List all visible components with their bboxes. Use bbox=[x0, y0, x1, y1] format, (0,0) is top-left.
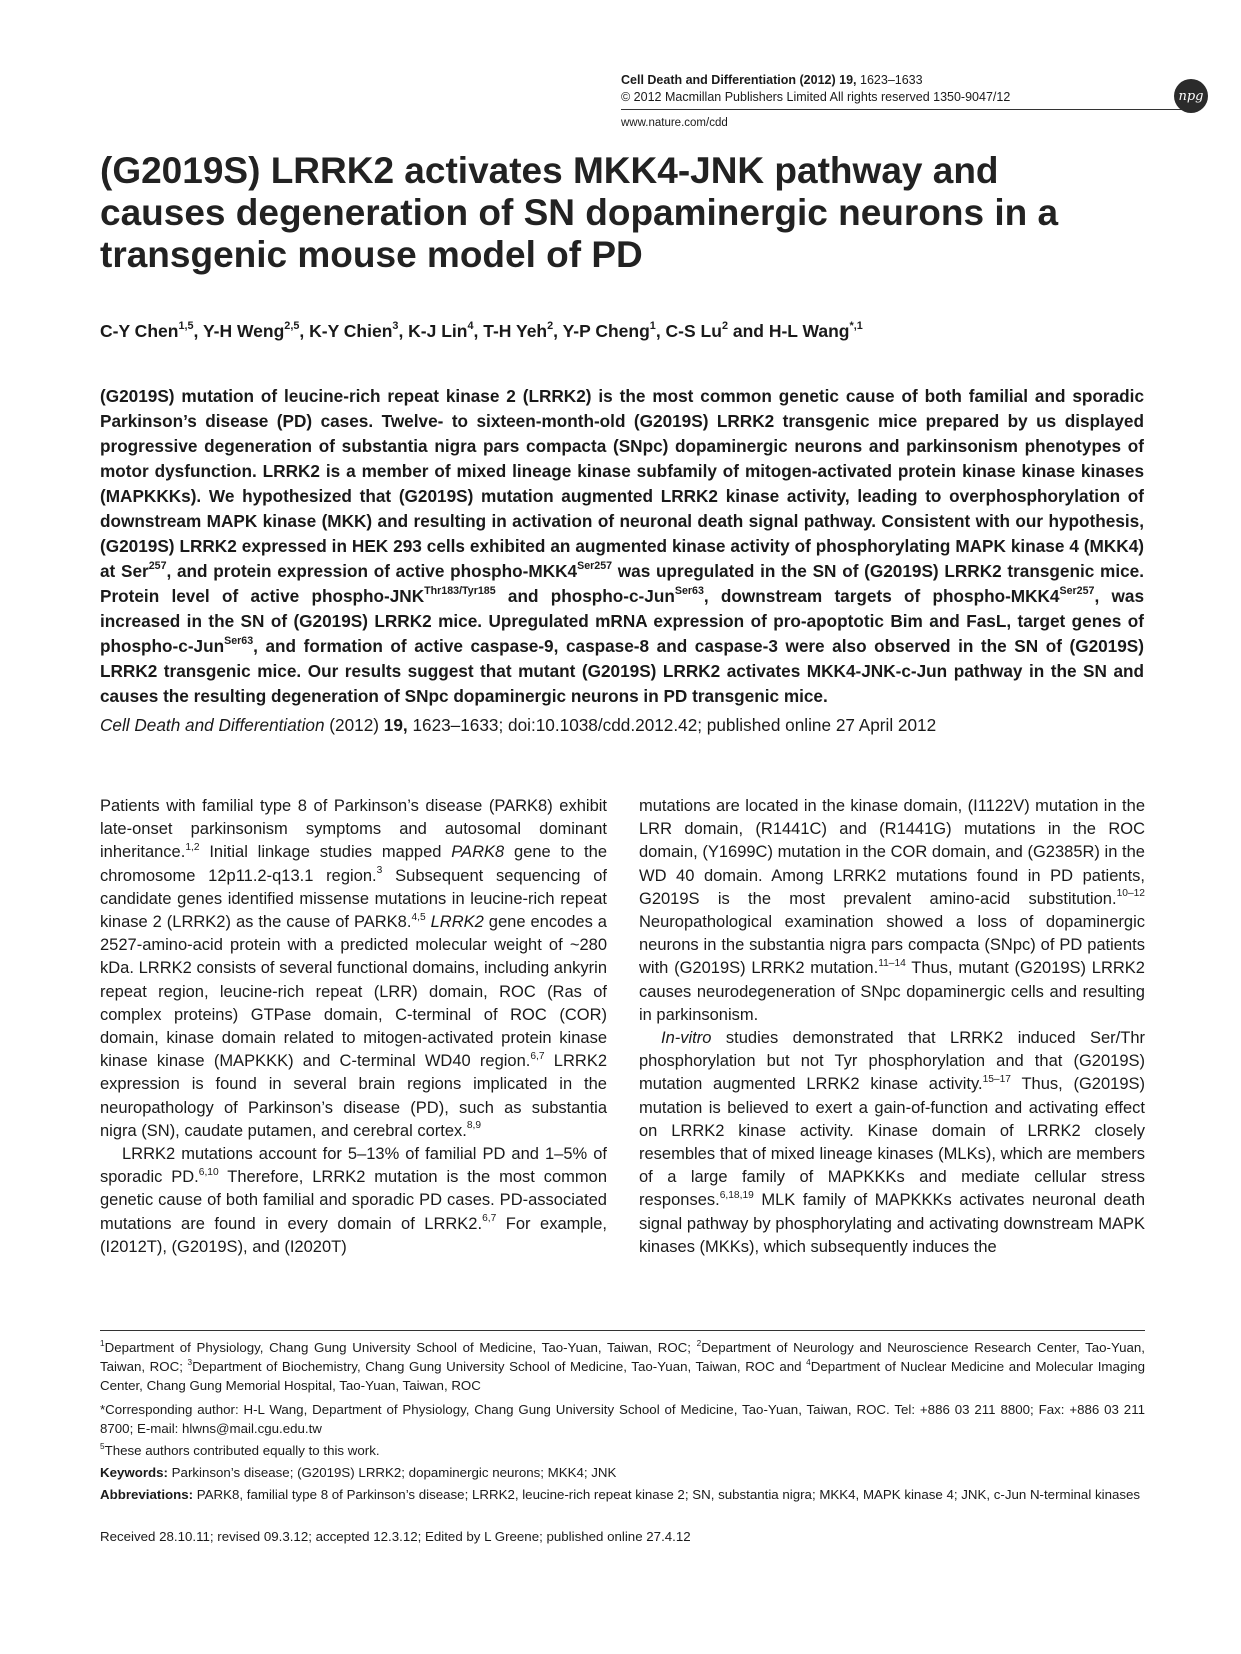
body-paragraph: In-vitro studies demonstrated that LRRK2 induced Ser/Thr phosphorylation but not Tyr phosphorylation and that (G2019S) mutation augmented LRRK2 kinase activity.$^{15-17}$ Thus, (G2019S) mutation is believed to exert a gain-of-function and activating effect on LRRK2 kinase activity. Kinase domain of LRRK2 closely resembles that of mixed lineage kinases (MLKs), which are members of a large family of MAPKKKs and mediate cellular stress responses.$^{6,18,19}$ MLK family of MAPKKKs activates neuronal death signal pathway by phosphorylating and activating downstream MAPK kinases (MKKs), which subsequently induces the bbox=[639, 1029, 1146, 1256]
author-affiliation: 4 bbox=[467, 320, 474, 333]
article-title: (G2019S) LRRK2 activates MKK4-JNK pathway and causes degeneration of SN dopaminergic neurons in a transgenic mouse model of PD bbox=[100, 150, 1059, 275]
body-paragraph: mutations are located in the kinase domain, (I1122V) mutation in the LRR domain, (R1441C) and (R1441G) mutations in the ROC domain, (Y1699C) mutation in the COR domain, and (G2385R) in the WD 40 domain. Among LRRK2 mutations found in PD patients, G2019S is the most prevalent amino-acid substitution.$^{10-12}$ Neuropathological examination showed a loss of dopaminergic neurons in the substantia nigra pars compacta (SNpc) of PD patients with (G2019S) LRRK2 mutation.$^{11-14}$ Thus, mutant (G2019S) LRRK2 causes neurodegeneration of SNpc dopaminergic cells and resulting in parkinsonism. bbox=[639, 797, 1145, 1024]
copyright-line: © 2012 Macmillan Publishers Limited All rights reserved 1350-9047/12 bbox=[621, 90, 1011, 104]
author-name: C-S Lu bbox=[665, 321, 722, 341]
body-paragraph: LRRK2 mutations account for 5–13% of familial PD and 1–5% of sporadic PD.$^{6,10}$ Therefore, LRRK2 mutation is the most common genetic cause of both familial and sporadic PD cases. PD-associated mutations are found in every domain of LRRK2.$^{6,7}$ For example, (I2012T), (G2019S), and (I2020T) bbox=[100, 1145, 607, 1256]
author-affiliation: 2 bbox=[547, 320, 554, 333]
author-affiliation: 1 bbox=[649, 320, 656, 333]
header-rule bbox=[621, 109, 1190, 110]
author-affiliation: *,1 bbox=[849, 320, 863, 333]
citation-line: Cell Death and Differentiation (2012) 19, 1623–1633; doi:10.1038/cdd.2012.42; published online 27 April 2012 bbox=[100, 715, 937, 735]
equal-contribution-note: $^5$These authors contributed equally to this work. bbox=[100, 1441, 380, 1458]
author-affiliation: 3 bbox=[392, 320, 399, 333]
body-column-right bbox=[639, 795, 1145, 1259]
abstract: (G2019S) mutation of leucine-rich repeat kinase 2 (LRRK2) is the most common genetic cause of both familial and sporadic Parkinson’s disease (PD) cases. Twelve- to sixteen-month-old (G2019S) LRRK2 transgenic mice prepared by us displayed progressive degeneration of substantia nigra pars compacta (SNpc) dopaminergic neurons and parkinsonism phenotypes of motor dysfunction. LRRK2 is a member of mixed lineage kinase subfamily of mitogen-activated protein kinase kinase kinases (MAPKKKs). We hypothesized that (G2019S) mutation augmented LRRK2 kinase activity, leading to overphosphorylation of downstream MAPK kinase (MKK) and resulting in activation of neuronal death signal pathway. Consistent with our hypothesis, (G2019S) LRRK2 expressed in HEK 293 cells exhibited an augmented kinase activity of phosphorylating MAPK kinase 4 (MKK4) at Ser$^{257}$, and protein expression of active phospho-$MKK4^{Ser257}$ was upregulated in the SN of (G2019S) LRRK2 transgenic mice. Protein level of active phospho-$JNK^{Thr183/Tyr185}$ and phospho-c-Jun$^{Ser63}$, downstream targets of phospho-$MKK4^{Ser257}$, was increased in the SN of (G2019S) LRRK2 mice. Upregulated mRNA expression of pro-apoptotic Bim and FasL, target genes of phospho-c-Jun$^{Ser63}$, and formation of active caspase-9, caspase-8 and caspase-3 were also observed in the SN of (G2019S) LRRK2 transgenic mice. Our results suggest that mutant (G2019S) LRRK2 activates MKK4-JNK-c-Jun pathway in the SN and causes the resulting degeneration of SNpc dopaminergic neurons in PD transgenic mice. bbox=[100, 386, 1145, 706]
author-name: Y-P Cheng bbox=[562, 321, 650, 341]
body-column-left bbox=[100, 795, 607, 1259]
author-name: K-Y Chien bbox=[309, 321, 393, 341]
journal-header bbox=[621, 72, 923, 88]
author-affiliation: 2 bbox=[721, 320, 728, 333]
journal-name: Cell Death and Differentiation bbox=[621, 73, 797, 87]
body-paragraph: Patients with familial type 8 of Parkinson’s disease (PARK8) exhibit late-onset parkinsonism symptoms and autosomal dominant inheritance.$^{1,2}$ Initial linkage studies mapped PARK8 gene to the chromosome 12p11.2-q13.1 region.$^3$ Subsequent sequencing of candidate genes identified missense mutations in leucine-rich repeat kinase 2 (LRRK2) as the cause of PARK8.$^{4,5}$ LRRK2 gene encodes a 2527-amino-acid protein with a predicted molecular weight of ~280 kDa. LRRK2 consists of several functional domains, including ankyrin repeat region, leucine-rich repeat (LRR) domain, ROC (Ras of complex proteins) GTPase domain, C-terminal of ROC (COR) domain, kinase domain related to mitogen-activated protein kinase kinase kinase (MAPKKK) and C-terminal WD40 region.$^{6,7}$ LRRK2 expression is found in several brain regions implicated in the neuropathology of Parkinson’s disease (PD), such as substantia nigra (SN), caudate putamen, and cerebral cortex.$^{8,9}$ bbox=[100, 797, 607, 1140]
npg-logo: npg bbox=[1174, 79, 1208, 113]
author-name: Y-H Weng bbox=[202, 321, 285, 341]
keywords: Keywords: Parkinson’s disease; (G2019S) LRRK2; dopaminergic neurons; MKK4; JNK bbox=[100, 1465, 617, 1480]
author-name: H-L Wang bbox=[768, 321, 850, 341]
author-affiliation: 1,5 bbox=[178, 320, 194, 333]
journal-url[interactable]: www.nature.com/cdd bbox=[621, 117, 728, 129]
author-name: C-Y Chen bbox=[100, 321, 179, 341]
abbreviations: Abbreviations: PARK8, familial type 8 of Parkinson’s disease; LRRK2, leucine-rich repeat kinase 2; SN, substantia nigra; MKK4, MAPK kinase 4; JNK, c-Jun N-terminal kinases bbox=[100, 1487, 1141, 1502]
journal-volume: 19, bbox=[839, 73, 857, 87]
footnote-rule bbox=[100, 1330, 1145, 1331]
author-name: T-H Yeh bbox=[483, 321, 548, 341]
journal-pages: 1623–1633 bbox=[860, 73, 923, 87]
author-list: C-Y Chen$^{1,5}$, Y-H Weng$^{2,5}$, K-Y Chien$^3$, K-J Lin$^4$, T-H Yeh$^2$, Y-P Cheng$^1$, C-S Lu$^2$ and H-L Wang$^{*,1}$ bbox=[100, 320, 863, 341]
author-name: K-J Lin bbox=[408, 321, 468, 341]
affiliations: $^1$Department of Physiology, Chang Gung University School of Medicine, Tao-Yuan, Taiwan, ROC; $^2$Department of Neurology and Neuroscience Research Center, Tao-Yuan, Taiwan, ROC; $^3$Department of Biochemistry, Chang Gung University School of Medicine, Tao-Yuan, Taiwan, ROC and $^4$Department of Nuclear Medicine and Molecular Imaging Center, Chang Gung Memorial Hospital, Tao-Yuan, Taiwan, ROC bbox=[100, 1338, 1146, 1393]
corresponding-author: *Corresponding author: H-L Wang, Department of Physiology, Chang Gung University School of Medicine, Tao-Yuan, Taiwan, ROC. Tel: +886 03 211 8800; Fax: +886 03 211 8700; E-mail: hlwns@mail.cgu.edu.tw bbox=[100, 1402, 1145, 1436]
journal-year: (2012) bbox=[799, 73, 836, 87]
author-affiliation: 2,5 bbox=[284, 320, 300, 333]
received-dates: Received 28.10.11; revised 09.3.12; accepted 12.3.12; Edited by L Greene; published online 27.4.12 bbox=[100, 1529, 691, 1544]
